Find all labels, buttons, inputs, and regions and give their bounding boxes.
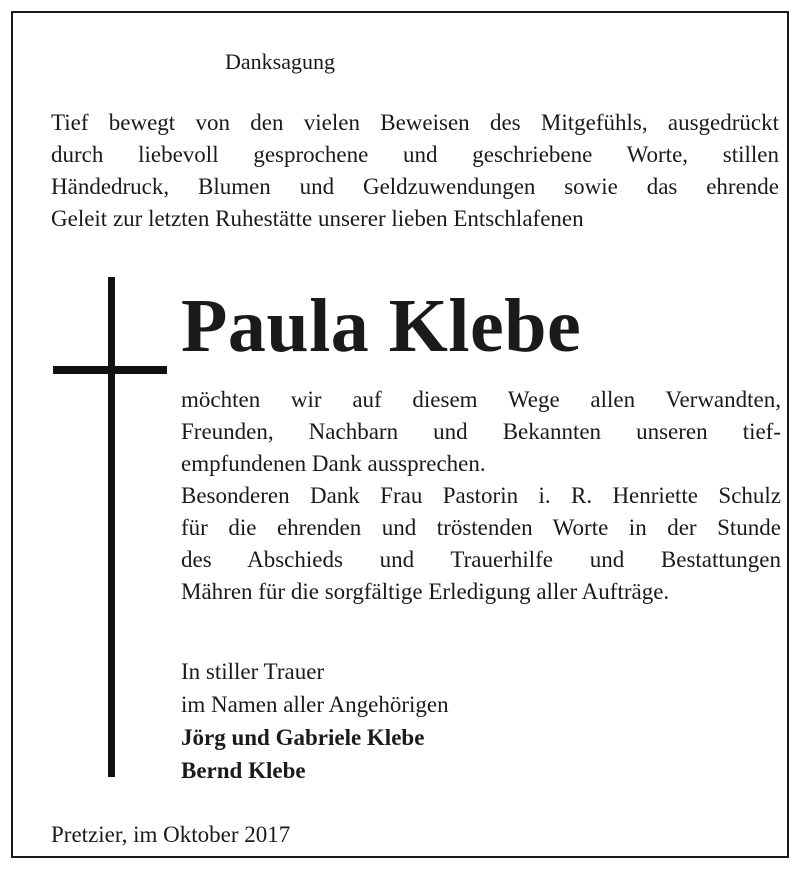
special-thanks-line: Besonderen Dank Frau Pastorin i. R. Henriette Schulz xyxy=(181,483,781,508)
thanks-line: Freunden, Nachbarn und Bekannten unseren tief- xyxy=(181,419,781,444)
intro-line: durch liebevoll gesprochene und geschriebene Worte, stillen xyxy=(51,142,779,167)
deceased-name: Paula Klebe xyxy=(181,284,582,368)
notice-frame xyxy=(11,11,789,858)
thanks-paragraph xyxy=(181,384,781,608)
cross-icon xyxy=(108,277,115,777)
intro-paragraph xyxy=(51,107,779,235)
closing-block xyxy=(181,655,449,787)
closing-line: im Namen aller Angehörigen xyxy=(181,692,449,717)
intro-line: Geleit zur letzten Ruhestätte unserer lieben Entschlafenen xyxy=(51,206,584,231)
thanks-line: möchten wir auf diesem Wege allen Verwandten, xyxy=(181,387,781,412)
special-thanks-line: für die ehrenden und tröstenden Worte in der Stunde xyxy=(181,515,781,540)
special-thanks-line: Mähren für die sorgfältige Erledigung aller Aufträge. xyxy=(181,579,670,604)
notice-heading: Danksagung xyxy=(225,49,335,74)
place-date: Pretzier, im Oktober 2017 xyxy=(51,822,291,847)
signatory-name: Jörg und Gabriele Klebe xyxy=(181,725,425,750)
signatory-name: Bernd Klebe xyxy=(181,758,306,783)
cross-icon-crossbar xyxy=(53,366,167,374)
closing-line: In stiller Trauer xyxy=(181,659,325,684)
special-thanks-line: des Abschieds und Trauerhilfe und Bestattungen xyxy=(181,547,781,572)
intro-line: Händedruck, Blumen und Geldzuwendungen sowie das ehrende xyxy=(51,174,779,199)
intro-line: Tief bewegt von den vielen Beweisen des Mitgefühls, ausgedrückt xyxy=(51,110,779,135)
thanks-line: empfundenen Dank aussprechen. xyxy=(181,451,486,476)
